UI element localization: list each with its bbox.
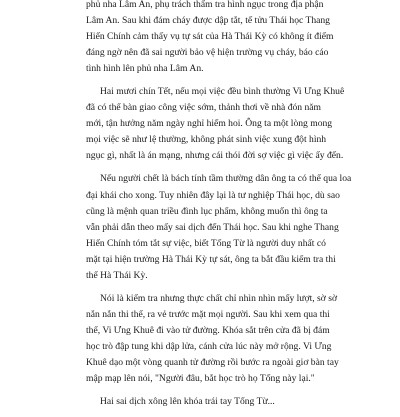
text-line: Hiến Chính cảm thấy vụ tự sát của Hà Thái Kỳ có không ít điểm [86, 31, 334, 43]
paragraph [86, 394, 318, 410]
text-line: Nếu người chết là bách tính tầm thường dân ông ta có thể qua loa [100, 173, 352, 185]
text-line: mới, tận hưởng năm ngày nghỉ hiếm hoi. Ông ta một lòng mong [86, 118, 333, 130]
paragraph [86, 291, 339, 387]
paragraph [86, 84, 345, 164]
text-line: Khuê dạo một vòng quanh tử đường rồi bước ra ngoài giơ bàn tay [86, 356, 339, 368]
paragraph [86, 0, 334, 77]
text-line: mặt tại hiện trường Hà Thái Kỳ tự sát, ông ta bắt đầu kiểm tra thi [86, 253, 336, 265]
text-line: phủ nha Lâm An, phụ trách thẩm tra hình ngục trong địa phận [86, 0, 324, 10]
text-line: nắn nắn thi thể, ra vẻ trước mặt mọi người. Sau khi xem qua thi [86, 308, 330, 320]
text-line: ngục gì, nhất là án mạng, nhưng cái thói đời sợ việc gì việc ấy đến. [86, 150, 344, 162]
text-line: mập mạp lên nói, "Người đâu, bắt học trò họ Tống này lại." [86, 373, 315, 385]
text-line: Hai sai dịch xông lên khóa trái tay Tống Từ... [100, 396, 275, 408]
text-line: đại khái cho xong. Tuy nhiên đây lại là tư nghiệp Thái học, dù sao [86, 189, 340, 201]
text-line: đáng ngờ nên đã sai người bảo vệ hiện trường vụ cháy, báo cáo [86, 47, 329, 59]
text-line: mọi việc sẽ như lệ thường, không phát sinh việc xung đột hình [86, 134, 327, 146]
text-line: học trò đập tung khi dập lửa, cánh cửa lúc này mở rộng. Vi Ưng [86, 340, 332, 352]
text-line: cũng là mệnh quan triều đình lục phẩm, không muốn thì ông ta [86, 205, 328, 217]
body-text [86, 0, 352, 417]
text-line: Nói là kiểm tra nhưng thực chất chỉ nhìn nhìn mấy lượt, sờ sờ [100, 292, 338, 304]
text-line: vẫn phải dẫn theo mấy sai dịch đến Thái học. Sau khi nghe Thang [86, 221, 339, 233]
text-line: Hiến Chính tóm tắt sự việc, biết Tống Từ là người duy nhất có [86, 237, 326, 249]
paragraph [86, 171, 352, 283]
text-line: tình hình lên phủ nha Lâm An. [86, 63, 204, 75]
text-line: thể Hà Thái Kỳ. [86, 269, 148, 281]
text-line: Lâm An. Sau khi đám cháy được dập tắt, tế tửu Thái học Thang [86, 15, 330, 27]
text-line: Hai mươi chín Tết, nếu mọi việc đều bình thường Vi Ưng Khuê [100, 86, 345, 98]
text-line: đã có thể bàn giao công việc sớm, thảnh thơi về nhà đón năm [86, 102, 322, 114]
text-line: thể, Vi Ưng Khuê đi vào tử đường. Khóa sắt trên cửa đã bị đám [86, 324, 330, 336]
